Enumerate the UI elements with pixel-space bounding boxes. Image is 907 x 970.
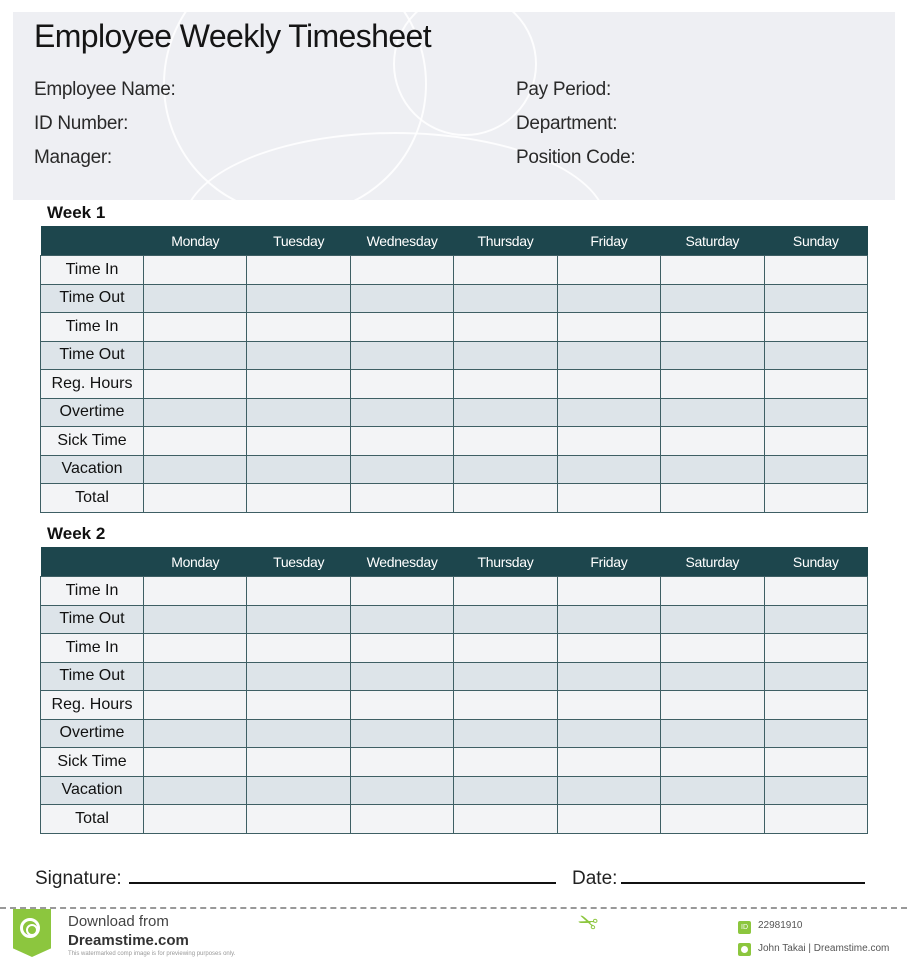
signature-line[interactable] <box>129 882 556 884</box>
entry-cell[interactable] <box>661 341 764 370</box>
entry-cell[interactable] <box>247 313 350 342</box>
date-line[interactable] <box>621 882 865 884</box>
entry-cell[interactable] <box>661 484 764 513</box>
entry-cell[interactable] <box>661 634 764 663</box>
day-header-saturday: Saturday <box>661 226 764 256</box>
day-header-tuesday: Tuesday <box>247 226 350 256</box>
table-row <box>41 484 868 513</box>
footer-divider <box>0 907 907 909</box>
disclaimer-text: This watermarked comp image is for previewing purposes only. <box>68 951 236 957</box>
table-row <box>41 805 868 834</box>
entry-cell[interactable] <box>144 484 247 513</box>
entry-cell[interactable] <box>454 748 557 777</box>
entry-cell[interactable] <box>247 341 350 370</box>
entry-cell[interactable] <box>764 427 867 456</box>
entry-cell[interactable] <box>557 691 660 720</box>
entry-cell[interactable] <box>764 805 867 834</box>
entry-cell[interactable] <box>144 577 247 606</box>
scissors-icon: ✂ <box>573 904 603 937</box>
entry-cell[interactable] <box>350 370 453 399</box>
entry-cell[interactable] <box>144 805 247 834</box>
entry-cell[interactable] <box>661 284 764 313</box>
row-label: Time In <box>41 577 144 606</box>
entry-cell[interactable] <box>350 284 453 313</box>
id-badge-icon: ID <box>738 921 751 934</box>
entry-cell[interactable] <box>350 341 453 370</box>
entry-cell[interactable] <box>454 313 557 342</box>
entry-cell[interactable] <box>557 577 660 606</box>
entry-cell[interactable] <box>764 398 867 427</box>
entry-cell[interactable] <box>144 719 247 748</box>
entry-cell[interactable] <box>764 691 867 720</box>
entry-cell[interactable] <box>144 313 247 342</box>
row-label: Time In <box>41 256 144 285</box>
entry-cell[interactable] <box>557 284 660 313</box>
entry-cell[interactable] <box>557 398 660 427</box>
pay-period-label: Pay Period: <box>516 79 611 100</box>
table-row <box>41 455 868 484</box>
dreamstime-logo-icon <box>13 909 51 957</box>
row-label: Total <box>41 805 144 834</box>
entry-cell[interactable] <box>661 662 764 691</box>
entry-cell[interactable] <box>144 370 247 399</box>
row-label: Time Out <box>41 341 144 370</box>
day-header-friday: Friday <box>557 547 660 577</box>
day-header-thursday: Thursday <box>454 547 557 577</box>
table-row <box>41 748 868 777</box>
row-label: Time Out <box>41 662 144 691</box>
entry-cell[interactable] <box>350 427 453 456</box>
entry-cell[interactable] <box>350 256 453 285</box>
entry-cell[interactable] <box>247 662 350 691</box>
copyright-icon <box>738 943 751 956</box>
dreamstime-link[interactable]: Dreamstime.com <box>68 932 189 949</box>
entry-cell[interactable] <box>764 313 867 342</box>
entry-cell[interactable] <box>350 577 453 606</box>
entry-cell[interactable] <box>764 719 867 748</box>
week-2-body <box>41 577 868 834</box>
entry-cell[interactable] <box>350 719 453 748</box>
entry-cell[interactable] <box>247 256 350 285</box>
entry-cell[interactable] <box>350 455 453 484</box>
entry-cell[interactable] <box>454 805 557 834</box>
entry-cell[interactable] <box>454 776 557 805</box>
table-row <box>41 719 868 748</box>
week-1-table <box>40 226 868 513</box>
row-label: Time Out <box>41 605 144 634</box>
entry-cell[interactable] <box>557 370 660 399</box>
entry-cell[interactable] <box>247 776 350 805</box>
row-label: Reg. Hours <box>41 691 144 720</box>
day-header-monday: Monday <box>144 547 247 577</box>
row-label: Vacation <box>41 455 144 484</box>
entry-cell[interactable] <box>247 370 350 399</box>
form-header <box>13 12 895 200</box>
entry-cell[interactable] <box>144 634 247 663</box>
entry-cell[interactable] <box>764 605 867 634</box>
department-label: Department: <box>516 113 618 134</box>
week-2-label: Week 2 <box>47 524 106 543</box>
entry-cell[interactable] <box>454 662 557 691</box>
entry-cell[interactable] <box>144 691 247 720</box>
entry-cell[interactable] <box>454 427 557 456</box>
entry-cell[interactable] <box>661 455 764 484</box>
row-label: Sick Time <box>41 427 144 456</box>
day-header-wednesday: Wednesday <box>350 226 453 256</box>
day-header-friday: Friday <box>557 226 660 256</box>
entry-cell[interactable] <box>454 577 557 606</box>
entry-cell[interactable] <box>247 748 350 777</box>
entry-cell[interactable] <box>764 776 867 805</box>
manager-label: Manager: <box>34 147 112 168</box>
entry-cell[interactable] <box>454 256 557 285</box>
entry-cell[interactable] <box>454 634 557 663</box>
entry-cell[interactable] <box>557 256 660 285</box>
entry-cell[interactable] <box>454 370 557 399</box>
row-label: Reg. Hours <box>41 370 144 399</box>
entry-cell[interactable] <box>350 691 453 720</box>
table-row <box>41 370 868 399</box>
id-number-label: ID Number: <box>34 113 129 134</box>
entry-cell[interactable] <box>144 256 247 285</box>
entry-cell[interactable] <box>350 634 453 663</box>
day-header-sunday: Sunday <box>764 226 867 256</box>
row-label: Time In <box>41 634 144 663</box>
row-label: Overtime <box>41 719 144 748</box>
entry-cell[interactable] <box>454 691 557 720</box>
week-1-label: Week 1 <box>47 203 106 222</box>
entry-cell[interactable] <box>247 577 350 606</box>
entry-cell[interactable] <box>764 577 867 606</box>
entry-cell[interactable] <box>144 341 247 370</box>
entry-cell[interactable] <box>557 313 660 342</box>
entry-cell[interactable] <box>144 776 247 805</box>
entry-cell[interactable] <box>350 313 453 342</box>
table-row <box>41 284 868 313</box>
entry-cell[interactable] <box>557 805 660 834</box>
signature-label: Signature: <box>35 868 122 889</box>
entry-cell[interactable] <box>661 256 764 285</box>
week-1-body <box>41 256 868 513</box>
entry-cell[interactable] <box>350 605 453 634</box>
entry-cell[interactable] <box>247 427 350 456</box>
table-row <box>41 427 868 456</box>
entry-cell[interactable] <box>557 605 660 634</box>
entry-cell[interactable] <box>454 284 557 313</box>
entry-cell[interactable] <box>557 484 660 513</box>
row-label: Time Out <box>41 284 144 313</box>
entry-cell[interactable] <box>557 776 660 805</box>
corner-cell <box>41 226 144 256</box>
row-label: Sick Time <box>41 748 144 777</box>
entry-cell[interactable] <box>247 719 350 748</box>
credit-text: John Takai | Dreamstime.com <box>758 943 890 954</box>
day-header-saturday: Saturday <box>661 547 764 577</box>
entry-cell[interactable] <box>557 455 660 484</box>
table-row <box>41 776 868 805</box>
position-code-label: Position Code: <box>516 147 636 168</box>
day-header-sunday: Sunday <box>764 547 867 577</box>
day-header-wednesday: Wednesday <box>350 547 453 577</box>
entry-cell[interactable] <box>661 748 764 777</box>
row-label: Time In <box>41 313 144 342</box>
entry-cell[interactable] <box>764 634 867 663</box>
entry-cell[interactable] <box>144 605 247 634</box>
date-label: Date: <box>572 868 618 889</box>
entry-cell[interactable] <box>454 484 557 513</box>
entry-cell[interactable] <box>350 748 453 777</box>
entry-cell[interactable] <box>350 398 453 427</box>
table-row <box>41 398 868 427</box>
day-header-thursday: Thursday <box>454 226 557 256</box>
entry-cell[interactable] <box>557 748 660 777</box>
entry-cell[interactable] <box>454 341 557 370</box>
entry-cell[interactable] <box>661 370 764 399</box>
table-header-row <box>41 547 868 577</box>
entry-cell[interactable] <box>350 805 453 834</box>
entry-cell[interactable] <box>764 284 867 313</box>
employee-name-label: Employee Name: <box>34 79 176 100</box>
entry-cell[interactable] <box>144 662 247 691</box>
entry-cell[interactable] <box>764 748 867 777</box>
table-row <box>41 313 868 342</box>
entry-cell[interactable] <box>454 455 557 484</box>
entry-cell[interactable] <box>661 719 764 748</box>
entry-cell[interactable] <box>764 455 867 484</box>
entry-cell[interactable] <box>247 398 350 427</box>
entry-cell[interactable] <box>247 455 350 484</box>
entry-cell[interactable] <box>144 284 247 313</box>
week-2-table <box>40 547 868 834</box>
entry-cell[interactable] <box>661 577 764 606</box>
entry-cell[interactable] <box>557 427 660 456</box>
page-title: Employee Weekly Timesheet <box>34 18 432 54</box>
entry-cell[interactable] <box>764 662 867 691</box>
entry-cell[interactable] <box>764 484 867 513</box>
entry-cell[interactable] <box>350 484 453 513</box>
table-row <box>41 577 868 606</box>
entry-cell[interactable] <box>557 634 660 663</box>
entry-cell[interactable] <box>247 634 350 663</box>
entry-cell[interactable] <box>454 719 557 748</box>
table-row <box>41 605 868 634</box>
entry-cell[interactable] <box>557 719 660 748</box>
table-row <box>41 634 868 663</box>
table-header-row <box>41 226 868 256</box>
entry-cell[interactable] <box>661 691 764 720</box>
download-from-text: Download from <box>68 913 169 930</box>
entry-cell[interactable] <box>557 662 660 691</box>
entry-cell[interactable] <box>247 484 350 513</box>
corner-cell <box>41 547 144 577</box>
entry-cell[interactable] <box>350 662 453 691</box>
table-row <box>41 662 868 691</box>
entry-cell[interactable] <box>661 427 764 456</box>
table-row <box>41 691 868 720</box>
image-id: 22981910 <box>758 920 803 931</box>
day-header-tuesday: Tuesday <box>247 547 350 577</box>
entry-cell[interactable] <box>247 605 350 634</box>
row-label: Vacation <box>41 776 144 805</box>
entry-cell[interactable] <box>144 398 247 427</box>
entry-cell[interactable] <box>661 398 764 427</box>
row-label: Total <box>41 484 144 513</box>
entry-cell[interactable] <box>247 691 350 720</box>
table-row <box>41 341 868 370</box>
table-row <box>41 256 868 285</box>
entry-cell[interactable] <box>247 284 350 313</box>
entry-cell[interactable] <box>661 313 764 342</box>
entry-cell[interactable] <box>144 427 247 456</box>
entry-cell[interactable] <box>350 776 453 805</box>
entry-cell[interactable] <box>661 605 764 634</box>
entry-cell[interactable] <box>454 398 557 427</box>
entry-cell[interactable] <box>144 455 247 484</box>
entry-cell[interactable] <box>764 256 867 285</box>
entry-cell[interactable] <box>557 341 660 370</box>
entry-cell[interactable] <box>454 605 557 634</box>
entry-cell[interactable] <box>661 805 764 834</box>
row-label: Overtime <box>41 398 144 427</box>
entry-cell[interactable] <box>247 805 350 834</box>
day-header-monday: Monday <box>144 226 247 256</box>
entry-cell[interactable] <box>764 341 867 370</box>
entry-cell[interactable] <box>764 370 867 399</box>
entry-cell[interactable] <box>144 748 247 777</box>
entry-cell[interactable] <box>661 776 764 805</box>
